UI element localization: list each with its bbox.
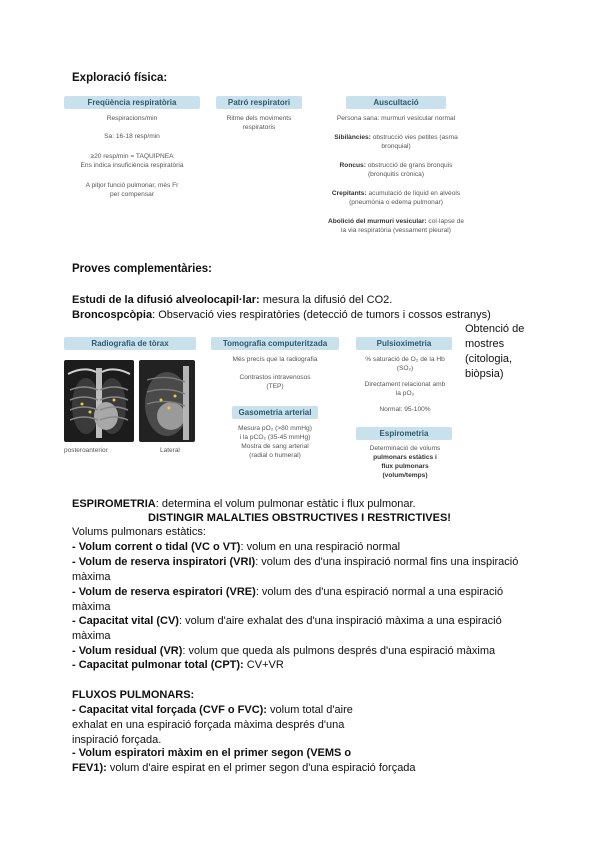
- tomo-text: Més precís que la radiografia Contrastos intravenosos (TEP): [232, 356, 318, 390]
- tomo-header: Tomografia computeritzada: [211, 337, 339, 350]
- spiro-intro: ESPIROMETRIA: determina el volum pulmonar estàtic i flux pulmonar.: [72, 498, 416, 510]
- spiro-volums: Volums pulmonars estàtics:: [72, 526, 206, 538]
- xray-lateral-image: [139, 360, 195, 442]
- vre-line: - Volum de reserva espiratori (VRE): volum des d'una espiració normal a una espiració màxima: [72, 586, 504, 613]
- vems-line: - Volum espiratori màxim en el primer segon (VEMS o FEV1): volum d'aire espirat en el primer segon d'una espiració forçada: [72, 747, 416, 774]
- patro-text: Ritme dels moviments respiratoris: [226, 115, 292, 131]
- gaso-text: Mesura pO₂ (>80 mmHg) i la pCO₂ (35-45 mmHg) Mostra de sang arterial (radial o humeral): [238, 425, 312, 459]
- ausc-header: Auscultació: [346, 96, 446, 109]
- cpt-line: - Capacitat pulmonar total (CPT): CV+VR: [72, 659, 284, 671]
- cvf-line: - Capacitat vital forçada (CVF o FVC): volum total d'aire exhalat en una espiració forçada màxima després d'una inspiració forçada.: [72, 704, 353, 746]
- ausc-text: Persona sana: murmuri vesicular normal Sibilàncies: obstrucció vies petites (asma bronquial) Roncus: obstrucció de grans bronquis (bronquitis crònica) Crepitants: acumulació de líquid en alvèols (pneumònia o edema pulmonar) Abolició del murmuri vesicular: col·lapse de la via respiratòria (vessament pleural): [328, 115, 464, 234]
- espiro-header: Espirometria: [356, 427, 452, 440]
- cv-line: - Capacitat vital (CV): volum d'aire exhalat des d'una inspiració màxima a una espiració màxima: [72, 615, 502, 642]
- xray-pa-image: [64, 360, 134, 442]
- exploracio-title: Exploració física:: [72, 72, 168, 84]
- side-note: Obtenció de mostres (citologia, biòpsia): [465, 323, 525, 380]
- freq-header: Freqüència respiratòria: [64, 96, 200, 109]
- vr-line: - Volum residual (VR): volum que queda als pulmons després d'una espiració màxima: [72, 645, 496, 657]
- gaso-header: Gasometria arterial: [232, 406, 318, 419]
- vri-line: - Volum de reserva inspiratori (VRI): volum des d'una inspiració normal fins una inspiració màxima: [72, 556, 519, 583]
- proves-title: Proves complementàries:: [72, 263, 212, 275]
- radio-header: Radiografia de tòrax: [64, 337, 196, 350]
- freq-text: Respiracions/min Sa: 16-18 resp/min ≥20 resp/min = TAQUIPNEA Ens indica insuficiència respiratòria A pitjor funció pulmonar, més Fr per compensar: [80, 115, 184, 198]
- xray-pa-caption: posteroanterior: [64, 447, 108, 454]
- bronco-line: Broncospcòpia: Observació vies respiratòries (detecció de tumors i cossos estranys): [72, 309, 491, 321]
- difusio-line: Estudi de la difusió alveolocapil·lar: mesura la difusió del CO2.: [72, 294, 393, 306]
- patro-header: Patró respiratori: [216, 96, 302, 109]
- vc-line: - Volum corrent o tidal (VC o VT): volum en una respiració normal: [72, 541, 401, 553]
- espiro-text: Determinació de volums pulmonars estàtics i flux pulmonars (volum/temps): [369, 445, 441, 479]
- spiro-heading: DISTINGIR MALALTIES OBSTRUCTIVES I RESTRICTIVES!: [148, 512, 451, 524]
- xray-lateral-caption: Lateral: [160, 447, 180, 454]
- pulsi-header: Pulsioximetria: [356, 337, 452, 350]
- pulsi-text: % saturació de O₂ de la Hb (SO₂) Directament relacionat amb la pO₂ Normal: 95-100%: [364, 356, 446, 413]
- fluxos-title: FLUXOS PULMONARS:: [72, 689, 195, 701]
